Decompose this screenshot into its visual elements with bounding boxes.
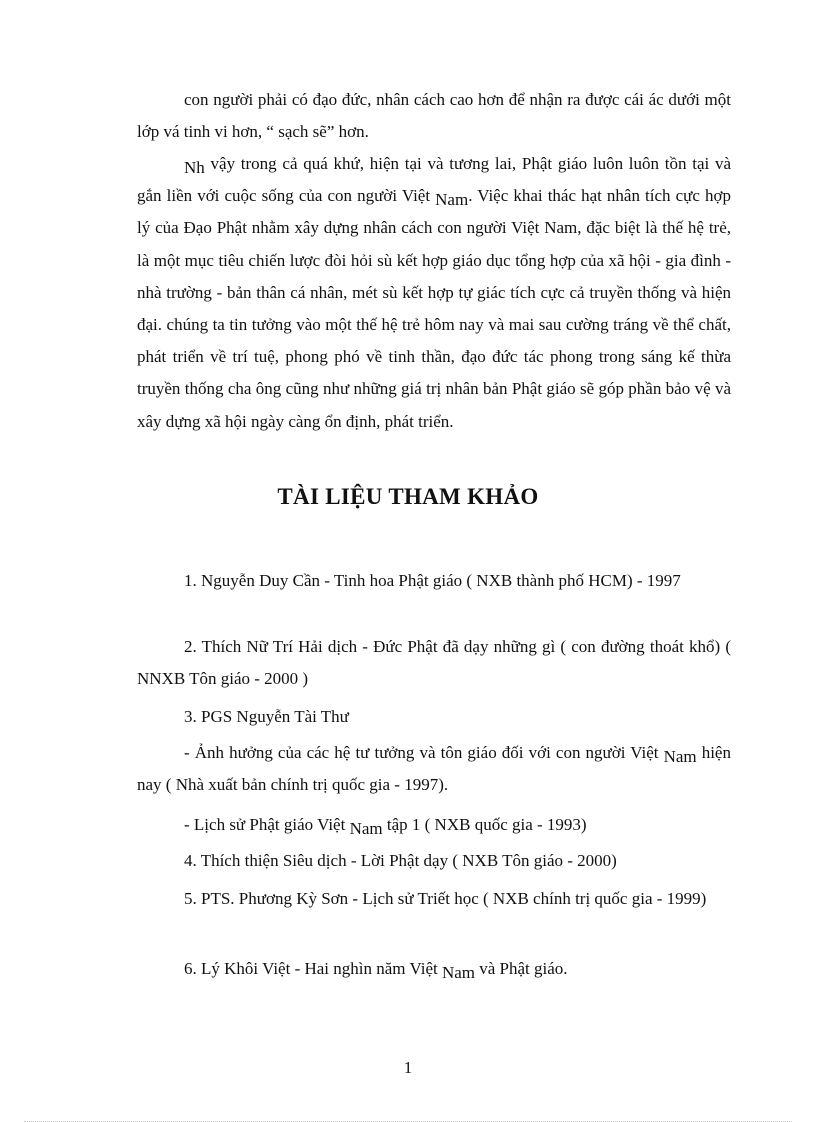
nam-word: Nam bbox=[435, 190, 469, 210]
page-bottom-divider bbox=[24, 1121, 792, 1122]
reference-3: 3. PGS Nguyễn Tài Thư bbox=[184, 707, 349, 726]
nam-word: Nam bbox=[349, 819, 383, 838]
page-number: 1 bbox=[403, 1058, 413, 1077]
reference-6: 6. Lý Khôi Việt - Hai nghìn năm Việt Nam và Phật giáo. bbox=[184, 959, 568, 982]
reference-1: 1. Nguyễn Duy Cần - Tinh hoa Phật giáo ( NXB thành phố HCM) - 1997 bbox=[184, 571, 681, 590]
body-paragraph-1: con người phải có đạo đức, nhân cách cao hơn để nhận ra được cái ác dưới một lớp vá tinh vi hơn, “ sạch sẽ” hơn. bbox=[137, 90, 731, 142]
reference-2: 2. Thích Nữ Trí Hải dịch - Đức Phật đã dạy những gì ( con đường thoát khổ) ( NNXB Tôn giáo - 2000 ) bbox=[137, 637, 731, 688]
reference-5: 5. PTS. Phương Kỳ Sơn - Lịch sử Triết học ( NXB chính trị quốc gia - 1999) bbox=[184, 889, 707, 908]
nam-word: Nam bbox=[663, 747, 697, 766]
nam-word: Nam bbox=[441, 963, 476, 982]
reference-4: 4. Thích thiện Siêu dịch - Lời Phật dạy ( NXB Tôn giáo - 2000) bbox=[184, 851, 617, 870]
reference-3a: - Ảnh hưởng của các hệ tư tưởng và tôn giáo đối với con người Việt Nam hiện nay ( Nhà xuất bản chính trị quốc gia - 1997). bbox=[137, 743, 731, 794]
references-heading: TÀI LIỆU THAM KHẢO bbox=[277, 484, 539, 509]
reference-3b: - Lịch sử Phật giáo Việt Nam tập 1 ( NXB quốc gia - 1993) bbox=[184, 815, 587, 838]
body-paragraph-2-lead: Nh bbox=[184, 158, 205, 177]
body-paragraph-2: Nh vậy trong cả quá khứ, hiện tại và tương lai, Phật giáo luôn luôn tồn tại và gắn liền với cuộc sống của con người Việt Nam. Việc khai thác hạt nhân tích cực hợp lý của Đạo Phật nhằm xây dựng nhân cách con người Việt Nam, đặc biệt là thế hệ trẻ, là một mục tiêu chiến lược đòi hỏi sù kết hợp giáo dục tổng hợp của xã hội - gia đình - nhà trường - bản thân cá nhân, mét sù kết hợp tự giác tích cực cả truyền thống và hiện đại. chúng ta tin tưởng vào một thế hệ trẻ hôm nay và mai sau cường tráng về thể chất, phát triển về trí tuệ, phong phó về tinh thần, đạo đức tác phong trong sáng kế thừa truyền thống cha ông cũng như những giá trị nhân bản Phật giáo sẽ góp phần bảo vệ và xây dựng xã hội ngày càng ổn định, phát triển. bbox=[137, 154, 731, 431]
